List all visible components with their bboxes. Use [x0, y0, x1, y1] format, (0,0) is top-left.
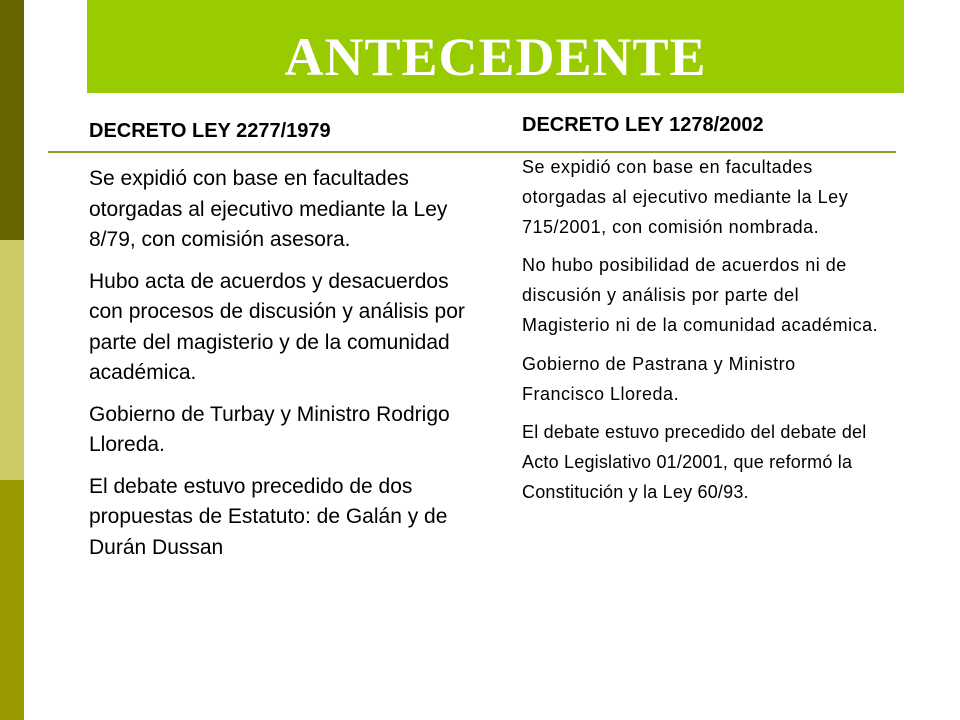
right-paragraph-4: El debate estuvo precedido del debate del Acto Legislativo 01/2001, que reformó la Constitución y la Ley 60/93.	[522, 422, 867, 502]
slide-title: ANTECEDENTE	[284, 26, 707, 87]
right-heading: DECRETO LEY 1278/2002	[522, 114, 764, 136]
right-paragraph-3: Gobierno de Pastrana y Ministro Francisco Lloreda.	[522, 353, 796, 404]
side-bar-top	[0, 0, 24, 240]
left-paragraph-1: Se expidió con base en facultades otorgadas al ejecutivo mediante la Ley 8/79, con comisión asesora.	[89, 167, 448, 251]
left-paragraph-3: Gobierno de Turbay y Ministro Rodrigo Lloreda.	[89, 402, 450, 456]
title-band	[87, 0, 904, 93]
side-bar-bottom	[0, 480, 24, 720]
right-paragraph-1: Se expidió con base en facultades otorgadas al ejecutivo mediante la Ley 715/2001, con comisión nombrada.	[522, 157, 849, 237]
side-bar-middle	[0, 240, 24, 480]
left-paragraph-4: El debate estuvo precedido de dos propuestas de Estatuto: de Galán y de Durán Dussan	[89, 474, 448, 559]
left-paragraph-2: Hubo acta de acuerdos y desacuerdos con procesos de discusión y análisis por parte del magisterio y de la comunidad académica.	[89, 269, 465, 384]
left-column	[89, 116, 469, 574]
right-column	[522, 110, 882, 517]
right-paragraph-2: No hubo posibilidad de acuerdos ni de discusión y análisis por parte del Magisterio ni de la comunidad académica.	[522, 255, 879, 335]
left-heading: DECRETO LEY 2277/1979	[89, 120, 331, 142]
